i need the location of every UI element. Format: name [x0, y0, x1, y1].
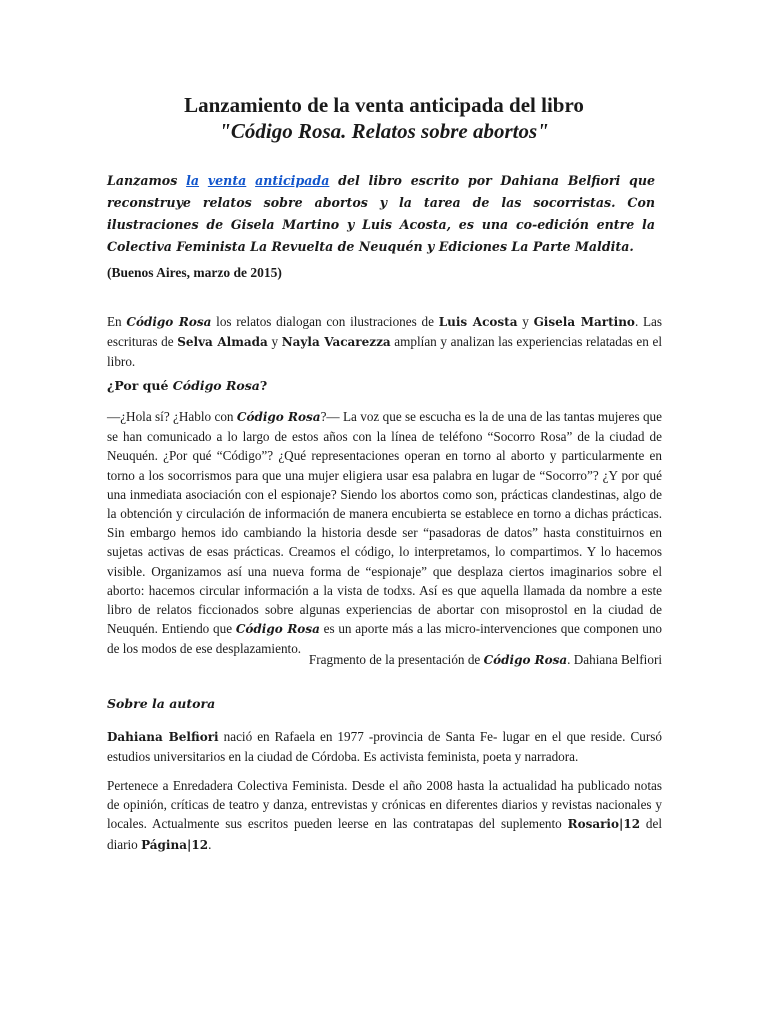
- p4-text: .: [208, 836, 212, 852]
- credit-book: Código Rosa: [483, 653, 568, 667]
- fragment-credit: [309, 650, 662, 670]
- p3-text: nació en Rafaela en 1977 -provincia de Santa Fe- lugar en el que reside. Cursó estudios universitarios en la ciudad de Córdoba. Es activista feminista, poeta y narradora.: [107, 729, 662, 765]
- heading-why-text: ?: [259, 378, 268, 393]
- p2-text: es un aporte más a las micro-intervenciones que componen uno de los modos de ese desplazamiento.: [107, 621, 663, 657]
- paragraph-author-bio: [107, 727, 662, 766]
- title-line-2: "Código Rosa. Relatos sobre abortos": [219, 119, 549, 143]
- paragraph-intro: [107, 312, 662, 372]
- dateline: (Buenos Aires, marzo de 2015): [107, 265, 282, 280]
- lead-space-1: [199, 173, 208, 188]
- p4-text: del diario: [107, 816, 662, 852]
- title-line-1: Lanzamiento de la venta anticipada del libro: [184, 93, 584, 117]
- p1-text: y: [267, 334, 282, 350]
- p2-text: ?— La voz que se escucha es la de una de las tantas mujeres que se han comunicado a lo largo de estos años con la línea de teléfono “Socorro Rosa” de la ciudad de Neuquén. ¿Por qué “Código”? ¿Qué representaciones operan en torno al aborto y particularmente en torno a los socorrismos para que una mujer eligiera usar esa palabra en lugar de “Socorro”? ¿Y por qué una inmediata asociación con el espionaje? Siendo los abortos como son, prácticas clandestinas, algo de la obtención y circulación de información de manera encubierta se establece en torno a dichas prácticas. Sin embargo hemos ido cambiando la historia desde ser “pasadoras de datos” hasta constituirnos en sujetas activas de esas prácticas. Creamos el código, lo interpretamos, lo compartimos. Y lo hacemos visible. Organizamos así una nueva forma de “espionaje” que desplaza ciertos imaginarios sobre el aborto: hacemos circular información a la vista de todxs. Así es que aquella llamada da nombre a este libro de relatos ficcionados sobre algunas experiencias de abortar con misoprostol en la ciudad de Neuquén. Entiendo que: [107, 409, 662, 637]
- author-name: Dahiana Belfiori: [107, 730, 219, 744]
- link-venta[interactable]: venta: [207, 173, 247, 188]
- paragraph-author-work: [107, 776, 662, 855]
- p2-book-title: Código Rosa: [235, 622, 320, 637]
- p4-text: Pertenece a Enredadera Colectiva Feminista. Desde el año 2008 hasta la actualidad ha publicado notas de opinión, críticas de teatro y danza, entrevistas y crónicas en diferentes diarios y revistas nacionales y locales. Actualmente sus escritos pueden leerse en las contratapas del suplemento: [107, 778, 662, 832]
- p1-name-almada: Selva Almada: [177, 335, 268, 350]
- link-la[interactable]: la: [186, 173, 200, 188]
- link-anticipada[interactable]: anticipada: [255, 173, 330, 188]
- p1-text: En: [107, 314, 127, 329]
- credit-author: . Dahiana Belfiori: [567, 652, 662, 667]
- p1-name-vacarezza: Nayla Vacarezza: [281, 335, 391, 350]
- paragraph-why: [107, 407, 662, 659]
- supplement-name: Rosario|12: [567, 817, 641, 832]
- document-title: [60, 92, 708, 144]
- heading-why: [107, 377, 267, 395]
- p1-text: y: [517, 314, 534, 329]
- p1-name-martino: Gisela Martino: [533, 315, 635, 329]
- lead-text-2: del libro escrito por Dahiana Belfiori que reconstruye relatos sobre abortos y la tarea de las socorristas. Con ilustraciones de Gisela Martino y Luis Acosta, es una co-edición entre la Colectiva Feminista La Revuelta de Neuquén y Ediciones La Parte Maldita.: [107, 173, 655, 254]
- heading-why-text: ¿Por qué: [107, 378, 173, 393]
- credit-text: Fragmento de la presentación de: [308, 652, 484, 667]
- heading-why-book: Código Rosa: [172, 378, 260, 393]
- p1-text: . Las escrituras de: [107, 314, 663, 350]
- p1-book-title: Código Rosa: [126, 315, 212, 329]
- newspaper-name: Página|12: [141, 837, 209, 852]
- lead-space-2: [246, 173, 255, 188]
- p2-book-title: Código Rosa: [236, 410, 321, 424]
- p1-text: los relatos dialogan con ilustraciones de: [211, 314, 439, 329]
- lead-text-1: Lanzamos: [107, 173, 187, 188]
- p2-text: —¿Hola sí? ¿Hablo con: [107, 409, 237, 424]
- heading-about-author: Sobre la autora: [107, 696, 216, 711]
- p1-name-acosta: Luis Acosta: [438, 315, 518, 329]
- p1-text: amplían y analizan las experiencias relatadas en el libro.: [107, 334, 663, 370]
- lead-paragraph: [107, 170, 655, 258]
